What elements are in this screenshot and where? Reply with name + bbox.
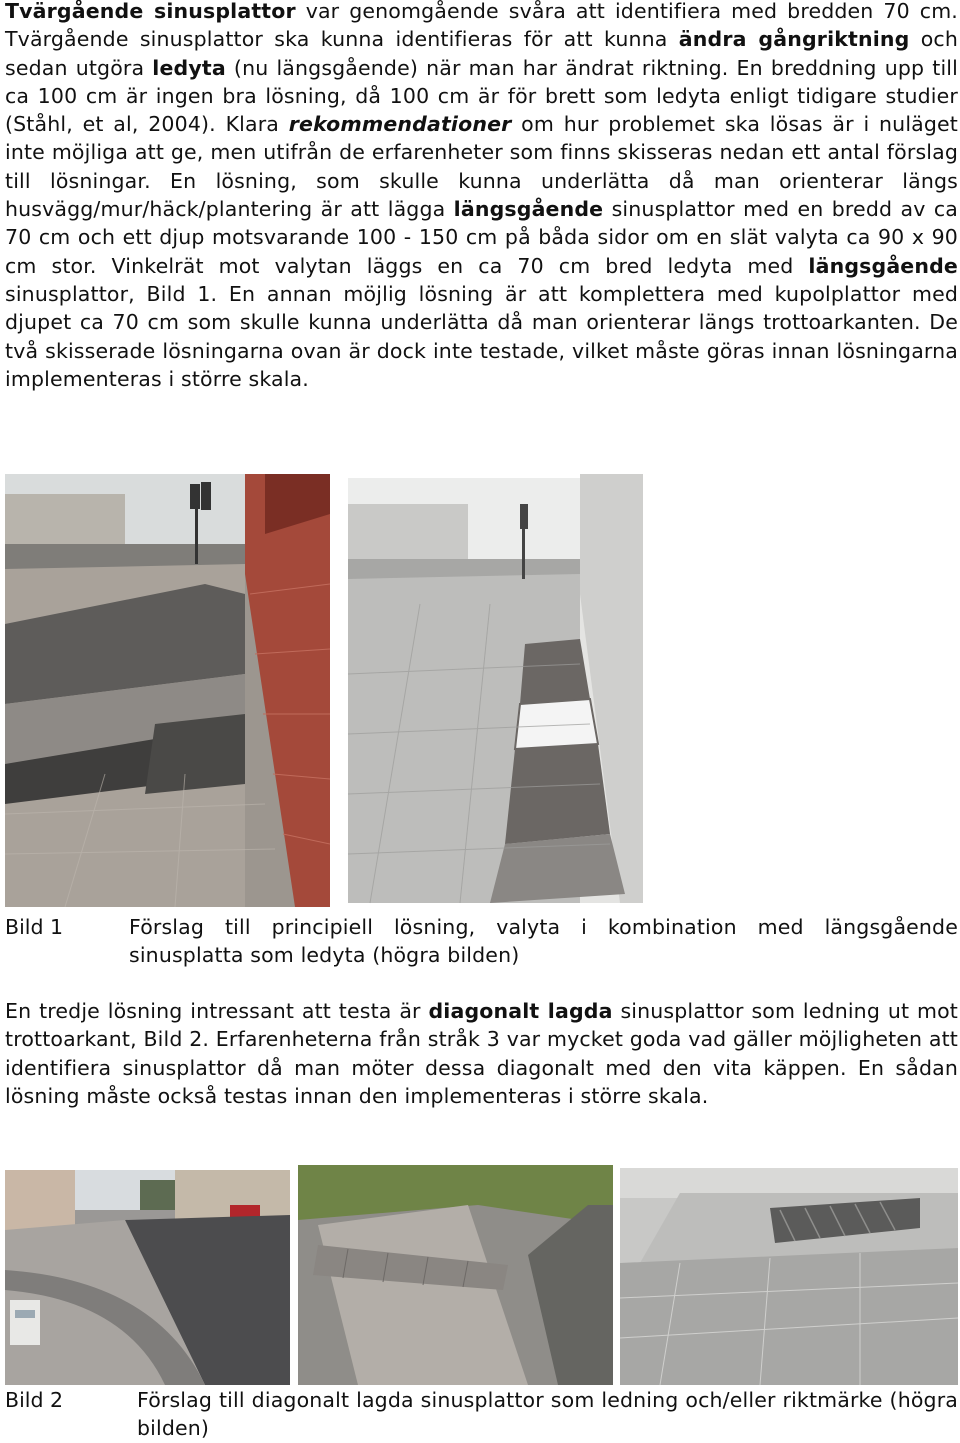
text-run: sinusplattor som ledning ut mot trottoarkant, Bild 2. Erfarenheterna från stråk 3 var mycket goda vad gäller möjligheten att identifiera sinusplattor då man möter dessa diagonalt med den vita käppen. En sådan lösning måste också testas innan den implementeras i större skala. — [5, 999, 958, 1108]
bold-term: längsgående — [453, 197, 604, 222]
bold-term: ledyta — [152, 55, 226, 80]
figure2-number: Bild 2 — [5, 1388, 64, 1412]
bold-term: längsgående — [808, 253, 958, 278]
text-run: (nu längsgående) när man har ändrat riktning. En breddning upp till ca 100 cm är ingen bra lösning, då 100 cm är för brett som ledyta enligt tidigare studier (Ståhl, et al, 2004). Klara — [5, 55, 958, 137]
text-run: sinusplattor, Bild 1. En annan möjlig lösning är att komplettera med kupolplattor med djupet ca 70 cm som skulle kunna underlätta då man orienterar längs trottoarkanten. De två skisserade lösningarna ovan är dock inte testade, vilket måste göras innan lösningarna implementeras i större skala. — [5, 281, 958, 391]
intro-paragraph — [5, 0, 958, 393]
photo-diagonal-tiles-bw — [620, 1168, 958, 1385]
second-paragraph — [5, 997, 958, 1110]
text-run: var genomgående svåra att identifiera med bredden 70 cm. Tvärgående sinusplattor ska kunna identifieras för att kunna — [5, 0, 958, 52]
sketch-proposed-solution — [340, 474, 650, 907]
figure2-caption: Förslag till diagonalt lagda sinusplattor som ledning och/eller riktmärke (högra bilden) — [137, 1388, 958, 1441]
bold-term: ändra gångriktning — [678, 27, 910, 52]
italic-term: rekommendationer — [288, 112, 512, 137]
text-run: och sedan utgöra — [5, 27, 958, 80]
photo-sidewalk-brick-wall — [5, 474, 330, 907]
bold-term: diagonalt lagda — [428, 999, 613, 1023]
figure1-caption: Förslag till principiell lösning, valyta i kombination med längsgående sinusplatta som ledyta (högra bilden) — [129, 915, 958, 968]
text-run: sinusplattor med en bredd av ca 70 cm och ett djup motsvarande 100 - 150 cm på båda sidor om en slät valyta ca 90 x 90 cm stor. Vinkelrät mot valytan läggs en ca 70 cm bred ledyta med — [5, 197, 958, 278]
bold-term: Tvärgående sinusplattor — [5, 0, 296, 23]
text-run: En tredje lösning intressant att testa är — [5, 999, 429, 1023]
text-run: om hur problemet ska lösas är i nuläget inte möjliga att ge, men utifrån de erfarenheter som finns skisseras nedan ett antal förslag till lösningar. En lösning, som skulle kunna underlätta då man orienterar längs husvägg/mur/häck/plantering är att lägga — [5, 112, 958, 222]
photo-street-corner — [5, 1170, 290, 1385]
photo-diagonal-sinus-tiles — [298, 1165, 613, 1385]
figure1-number: Bild 1 — [5, 915, 64, 939]
